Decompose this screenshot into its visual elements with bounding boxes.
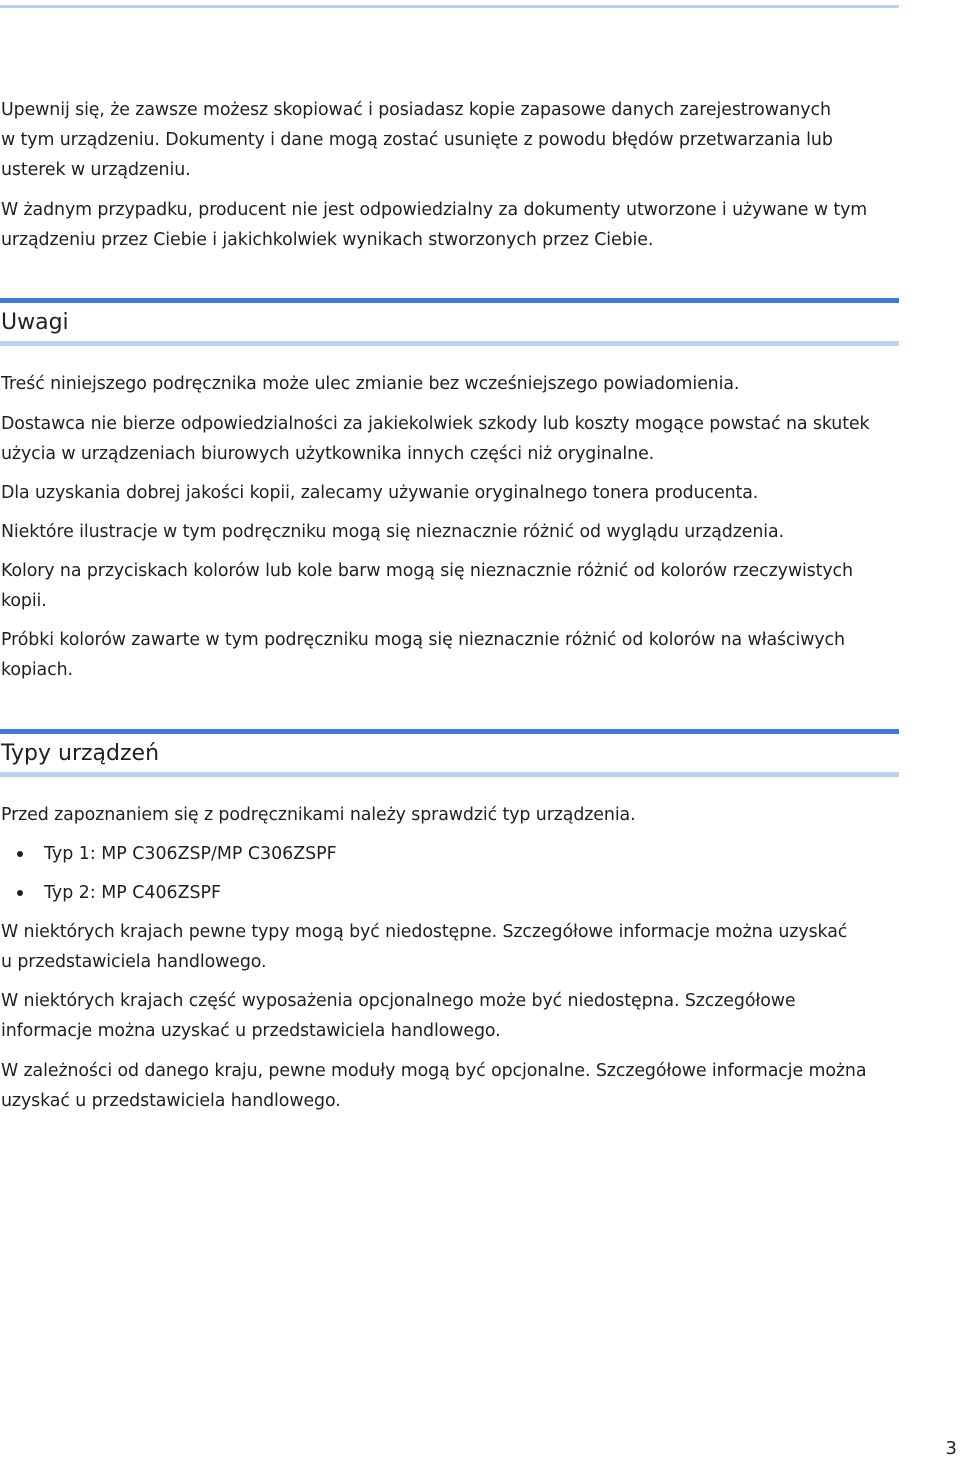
text-line: Dla uzyskania dobrej jakości kopii, zalecamy używanie oryginalnego tonera producenta.	[1, 483, 759, 503]
text-line: kopiach.	[1, 660, 73, 680]
intro-paragraph-backup	[1, 95, 906, 185]
text-line: W zależności od danego kraju, pewne moduły mogą być opcjonalne. Szczegółowe informacje można	[1, 1061, 867, 1081]
section-title: Typy urządzeń	[1, 741, 160, 766]
text-line: Próbki kolorów zawarte w tym podręczniku mogą się nieznacznie różnić od kolorów na właściwych	[1, 630, 845, 650]
text-line: Upewnij się, że zawsze możesz skopiować i posiadasz kopie zapasowe danych zarejestrowanych	[1, 100, 831, 120]
notes-paragraph	[1, 409, 906, 469]
notes-paragraph	[1, 369, 906, 399]
text-line: usterek w urządzeniu.	[1, 160, 191, 180]
bullet-icon	[17, 851, 23, 857]
text-line: u przedstawiciela handlowego.	[1, 952, 267, 972]
notes-paragraph	[1, 625, 906, 685]
text-line: Treść niniejszego podręcznika może ulec zmianie bez wcześniejszego powiadomienia.	[1, 374, 740, 394]
section-bar-bottom	[0, 341, 899, 346]
intro-paragraph-liability	[1, 195, 906, 255]
text-line: Dostawca nie bierze odpowiedzialności za jakiekolwiek szkody lub koszty mogące powstać na skutek	[1, 414, 870, 434]
section-header-notes	[0, 298, 899, 346]
text-line: kopii.	[1, 591, 47, 611]
text-line: informacje można uzyskać u przedstawiciela handlowego.	[1, 1021, 501, 1041]
section-header-types	[0, 729, 899, 777]
text-line: Przed zapoznaniem się z podręcznikami należy sprawdzić typ urządzenia.	[1, 805, 636, 825]
section-title: Uwagi	[1, 310, 69, 335]
text-line: Kolory na przyciskach kolorów lub kole barw mogą się nieznacznie różnić od kolorów rzeczywistych	[1, 561, 853, 581]
bullet-icon	[17, 890, 23, 896]
text-line: uzyskać u przedstawiciela handlowego.	[1, 1091, 341, 1111]
types-paragraph	[1, 1056, 906, 1116]
page-number: 3	[945, 1438, 957, 1459]
notes-paragraph	[1, 478, 906, 508]
types-intro-paragraph	[1, 800, 906, 830]
types-paragraph	[1, 986, 906, 1046]
section-bar-bottom	[0, 772, 899, 777]
list-item-label: Typ 1: MP C306ZSP/MP C306ZSPF	[44, 844, 337, 864]
text-line: Niektóre ilustracje w tym podręczniku mogą się nieznacznie różnić od wyglądu urządzenia.	[1, 522, 785, 542]
text-line: W niektórych krajach pewne typy mogą być niedostępne. Szczegółowe informacje można uzyskać	[1, 922, 848, 942]
notes-paragraph	[1, 556, 906, 616]
types-paragraph	[1, 917, 906, 977]
list-item-label: Typ 2: MP C406ZSPF	[44, 883, 222, 903]
top-divider	[0, 5, 899, 8]
text-line: W niektórych krajach część wyposażenia opcjonalnego może być niedostępna. Szczegółowe	[1, 991, 796, 1011]
text-line: urządzeniu przez Ciebie i jakichkolwiek wynikach stworzonych przez Ciebie.	[1, 230, 654, 250]
notes-paragraph	[1, 517, 906, 547]
text-line: użycia w urządzeniach biurowych użytkownika innych części niż oryginalne.	[1, 444, 655, 464]
text-line: W żadnym przypadku, producent nie jest odpowiedzialny za dokumenty utworzone i używane w tym	[1, 200, 868, 220]
text-line: w tym urządzeniu. Dokumenty i dane mogą zostać usunięte z powodu błędów przetwarzania lub	[1, 130, 833, 150]
